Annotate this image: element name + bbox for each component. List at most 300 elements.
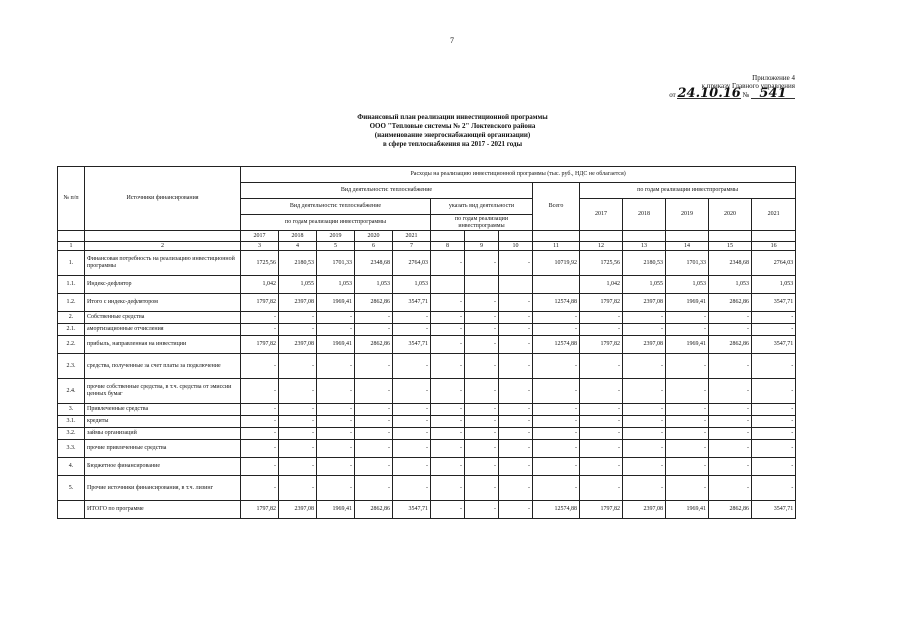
value-cell: -: [355, 416, 393, 428]
value-cell: -: [666, 416, 709, 428]
header-year: 2020: [709, 199, 752, 231]
value-cell: -: [431, 404, 465, 416]
value-cell: -: [623, 354, 666, 379]
value-cell: 3547,71: [393, 501, 431, 519]
row-source-name: прибыль, направленная на инвестиции: [85, 336, 241, 354]
value-cell: -: [709, 379, 752, 404]
value-cell: -: [279, 440, 317, 458]
value-cell: -: [241, 476, 279, 501]
value-cell: -: [241, 312, 279, 324]
value-cell: -: [465, 324, 499, 336]
value-cell: 1,042: [241, 276, 279, 294]
value-cell: -: [393, 440, 431, 458]
header-activity: Вид деятельности: теплоснабжение: [241, 183, 533, 199]
value-cell: -: [752, 379, 796, 404]
row-number: 2.3.: [58, 354, 85, 379]
appendix-title: Приложение 4: [752, 74, 795, 82]
value-cell: -: [580, 312, 623, 324]
header-blank: [709, 231, 752, 242]
value-cell: 1701,33: [317, 251, 355, 276]
value-cell: 12574,88: [533, 336, 580, 354]
column-number: 2: [85, 242, 241, 251]
row-source-name: Итого с индекс-дефлятором: [85, 294, 241, 312]
value-cell: -: [533, 476, 580, 501]
value-cell: -: [752, 440, 796, 458]
value-cell: -: [709, 476, 752, 501]
table-row: [58, 354, 796, 379]
value-cell: -: [752, 476, 796, 501]
value-cell: 1797,82: [580, 294, 623, 312]
value-cell: -: [393, 324, 431, 336]
value-cell: -: [317, 440, 355, 458]
value-cell: -: [465, 476, 499, 501]
row-number: 1.1.: [58, 276, 85, 294]
column-number: 12: [580, 242, 623, 251]
value-cell: -: [465, 428, 499, 440]
row-number: 5.: [58, 476, 85, 501]
value-cell: -: [752, 428, 796, 440]
value-cell: -: [666, 312, 709, 324]
value-cell: -: [431, 251, 465, 276]
value-cell: -: [355, 354, 393, 379]
number-prefix: №: [742, 91, 750, 99]
value-cell: -: [499, 416, 533, 428]
value-cell: -: [465, 458, 499, 476]
column-number: 9: [465, 242, 499, 251]
value-cell: -: [623, 416, 666, 428]
value-cell: -: [241, 458, 279, 476]
value-cell: -: [431, 501, 465, 519]
value-cell: -: [533, 354, 580, 379]
row-number: 1.: [58, 251, 85, 276]
row-number: 3.2.: [58, 428, 85, 440]
value-cell: -: [465, 379, 499, 404]
table-row: [58, 440, 796, 458]
value-cell: 1969,41: [666, 336, 709, 354]
value-cell: -: [623, 440, 666, 458]
value-cell: 2348,68: [709, 251, 752, 276]
value-cell: 1701,33: [666, 251, 709, 276]
value-cell: -: [580, 458, 623, 476]
table-row: [58, 336, 796, 354]
row-number: 2.: [58, 312, 85, 324]
value-cell: -: [623, 458, 666, 476]
header-activity-ts: Вид деятельности: теплоснабжение: [241, 199, 431, 215]
value-cell: -: [465, 251, 499, 276]
value-cell: -: [393, 379, 431, 404]
table-row: [58, 251, 796, 276]
value-cell: -: [499, 312, 533, 324]
value-cell: -: [279, 324, 317, 336]
value-cell: -: [355, 324, 393, 336]
header-num: № п/п: [58, 167, 85, 231]
value-cell: -: [465, 416, 499, 428]
value-cell: 1797,82: [241, 501, 279, 519]
value-cell: -: [709, 428, 752, 440]
header-total: Всего: [533, 183, 580, 231]
header-blank: [533, 231, 580, 242]
value-cell: 2862,86: [355, 294, 393, 312]
value-cell: 1,053: [752, 276, 796, 294]
row-source-name: прочие собственные средства, в т.ч. средства от эмиссии ценных бумаг: [85, 379, 241, 404]
value-cell: -: [279, 458, 317, 476]
table-row: [58, 501, 796, 519]
value-cell: 1,053: [393, 276, 431, 294]
header-year: 2018: [623, 199, 666, 231]
value-cell: -: [241, 440, 279, 458]
value-cell: -: [355, 404, 393, 416]
value-cell: -: [393, 458, 431, 476]
column-number: 7: [393, 242, 431, 251]
value-cell: -: [666, 354, 709, 379]
header-blank: [499, 231, 533, 242]
value-cell: -: [317, 416, 355, 428]
value-cell: -: [533, 458, 580, 476]
row-source-name: Привлеченные средства: [85, 404, 241, 416]
value-cell: 1969,41: [317, 294, 355, 312]
row-source-name: Индекс-дефлятор: [85, 276, 241, 294]
row-number: 2.2.: [58, 336, 85, 354]
value-cell: -: [623, 312, 666, 324]
value-cell: -: [279, 416, 317, 428]
title-line-4: в сфере теплоснабжения на 2017 - 2021 годы: [382, 140, 523, 148]
value-cell: 2180,53: [279, 251, 317, 276]
header-year: 2020: [355, 231, 393, 242]
value-cell: -: [431, 428, 465, 440]
value-cell: -: [465, 312, 499, 324]
value-cell: 12574,88: [533, 501, 580, 519]
column-number: 15: [709, 242, 752, 251]
value-cell: 2862,86: [709, 294, 752, 312]
header-year: 2021: [393, 231, 431, 242]
value-cell: -: [431, 458, 465, 476]
value-cell: -: [499, 440, 533, 458]
value-cell: -: [533, 312, 580, 324]
table-row: [58, 379, 796, 404]
value-cell: -: [355, 312, 393, 324]
table-row: [58, 312, 796, 324]
value-cell: 2764,03: [393, 251, 431, 276]
header-blank: [623, 231, 666, 242]
value-cell: 2397,08: [279, 336, 317, 354]
value-cell: -: [279, 312, 317, 324]
value-cell: -: [623, 379, 666, 404]
value-cell: -: [499, 404, 533, 416]
header-year: 2019: [317, 231, 355, 242]
value-cell: 1725,56: [580, 251, 623, 276]
value-cell: -: [317, 428, 355, 440]
value-cell: -: [709, 324, 752, 336]
header-blank: [58, 231, 85, 242]
value-cell: -: [580, 379, 623, 404]
value-cell: -: [431, 294, 465, 312]
value-cell: -: [317, 404, 355, 416]
value-cell: -: [580, 354, 623, 379]
value-cell: 1,053: [666, 276, 709, 294]
value-cell: -: [499, 251, 533, 276]
value-cell: -: [499, 458, 533, 476]
header-year: 2019: [666, 199, 709, 231]
row-number: 2.1.: [58, 324, 85, 336]
row-number: 3.1.: [58, 416, 85, 428]
financial-plan-table: [57, 166, 796, 519]
header-year: 2021: [752, 199, 796, 231]
value-cell: -: [533, 416, 580, 428]
value-cell: -: [580, 324, 623, 336]
value-cell: 1969,41: [666, 294, 709, 312]
value-cell: 1969,41: [317, 336, 355, 354]
value-cell: -: [533, 404, 580, 416]
value-cell: -: [709, 404, 752, 416]
value-cell: -: [499, 379, 533, 404]
header-blank: [85, 231, 241, 242]
header-year: 2017: [580, 199, 623, 231]
table-row: [58, 276, 796, 294]
value-cell: -: [752, 416, 796, 428]
handwritten-date: 24.10.16: [677, 86, 741, 101]
header-by-years-prog: по годам реализации инвестпрограммы: [241, 215, 431, 231]
value-cell: -: [465, 501, 499, 519]
row-source-name: займы организаций: [85, 428, 241, 440]
value-cell: -: [317, 379, 355, 404]
value-cell: -: [279, 428, 317, 440]
value-cell: 2862,86: [709, 501, 752, 519]
row-number: 4.: [58, 458, 85, 476]
value-cell: -: [580, 476, 623, 501]
value-cell: -: [623, 324, 666, 336]
header-source: Источники финансирования: [85, 167, 241, 231]
value-cell: 2397,08: [279, 294, 317, 312]
value-cell: 1,055: [279, 276, 317, 294]
column-number: 11: [533, 242, 580, 251]
value-cell: -: [465, 336, 499, 354]
appendix-block: [669, 74, 795, 99]
title-line-3: (наименование энергоснабжающей организации): [374, 131, 531, 139]
table-row: [58, 324, 796, 336]
header-by-years: по годам реализации инвестпрограммы: [580, 183, 796, 199]
header-by-years-sub: по годам реализации инвестпрограммы: [431, 215, 533, 231]
value-cell: -: [666, 324, 709, 336]
value-cell: -: [241, 428, 279, 440]
value-cell: -: [580, 440, 623, 458]
value-cell: 1725,56: [241, 251, 279, 276]
row-number: 1.2.: [58, 294, 85, 312]
value-cell: 1,042: [580, 276, 623, 294]
value-cell: -: [752, 404, 796, 416]
header-specify: указать вид деятельности: [431, 199, 533, 215]
row-source-name: прочие привлеченные средства: [85, 440, 241, 458]
table-row: [58, 404, 796, 416]
value-cell: -: [499, 324, 533, 336]
value-cell: -: [431, 354, 465, 379]
value-cell: 2862,86: [709, 336, 752, 354]
value-cell: -: [709, 416, 752, 428]
value-cell: 3547,71: [752, 501, 796, 519]
value-cell: 1797,82: [241, 336, 279, 354]
row-source-name: ИТОГО по программе: [85, 501, 241, 519]
value-cell: 1797,82: [241, 294, 279, 312]
value-cell: 2397,08: [279, 501, 317, 519]
row-source-name: амортизационные отчисления: [85, 324, 241, 336]
header-blank: [666, 231, 709, 242]
table-row: [58, 294, 796, 312]
value-cell: -: [431, 440, 465, 458]
page-number: 7: [450, 36, 454, 45]
value-cell: 1,053: [317, 276, 355, 294]
value-cell: [465, 276, 499, 294]
title-line-2: ООО "Тепловые системы № 2" Локтевского района: [369, 122, 536, 130]
column-number: 14: [666, 242, 709, 251]
value-cell: -: [499, 428, 533, 440]
header-blank: [752, 231, 796, 242]
table-row: [58, 428, 796, 440]
value-cell: -: [241, 416, 279, 428]
value-cell: -: [666, 404, 709, 416]
value-cell: -: [499, 336, 533, 354]
value-cell: -: [666, 428, 709, 440]
value-cell: [499, 276, 533, 294]
value-cell: -: [666, 476, 709, 501]
value-cell: -: [241, 324, 279, 336]
value-cell: -: [752, 354, 796, 379]
row-source-name: кредиты: [85, 416, 241, 428]
value-cell: -: [666, 379, 709, 404]
value-cell: 3547,71: [393, 294, 431, 312]
value-cell: -: [317, 324, 355, 336]
value-cell: -: [709, 458, 752, 476]
row-source-name: Бюджетное финансирование: [85, 458, 241, 476]
value-cell: -: [709, 312, 752, 324]
header-blank: [580, 231, 623, 242]
value-cell: -: [431, 312, 465, 324]
column-number: 4: [279, 242, 317, 251]
column-number: 16: [752, 242, 796, 251]
value-cell: -: [393, 416, 431, 428]
value-cell: -: [431, 336, 465, 354]
value-cell: -: [355, 458, 393, 476]
value-cell: -: [431, 324, 465, 336]
value-cell: -: [241, 354, 279, 379]
header-blank: [431, 231, 465, 242]
value-cell: -: [317, 476, 355, 501]
value-cell: -: [465, 354, 499, 379]
row-source-name: Финансовая потребность на реализацию инвестиционной программы: [85, 251, 241, 276]
value-cell: -: [241, 404, 279, 416]
row-source-name: Прочие источники финансирования, в т.ч. лизинг: [85, 476, 241, 501]
value-cell: -: [465, 294, 499, 312]
value-cell: 12574,88: [533, 294, 580, 312]
column-number: 10: [499, 242, 533, 251]
header-blank: [465, 231, 499, 242]
value-cell: -: [279, 379, 317, 404]
value-cell: 2397,08: [623, 336, 666, 354]
header-expenses: Расходы на реализацию инвестиционной программы (тыс. руб., НДС не облагается): [241, 167, 796, 183]
value-cell: 2348,68: [355, 251, 393, 276]
column-number: 6: [355, 242, 393, 251]
value-cell: -: [580, 428, 623, 440]
value-cell: -: [752, 312, 796, 324]
table-row: [58, 458, 796, 476]
appendix-order: к приказу Главного управления: [701, 82, 795, 90]
value-cell: -: [499, 294, 533, 312]
value-cell: 3547,71: [393, 336, 431, 354]
column-number: 1: [58, 242, 85, 251]
column-number: 5: [317, 242, 355, 251]
value-cell: -: [752, 458, 796, 476]
value-cell: 3547,71: [752, 294, 796, 312]
value-cell: -: [241, 379, 279, 404]
value-cell: -: [666, 440, 709, 458]
value-cell: 1,053: [709, 276, 752, 294]
value-cell: -: [355, 440, 393, 458]
value-cell: -: [533, 324, 580, 336]
value-cell: 2397,08: [623, 294, 666, 312]
column-number: 13: [623, 242, 666, 251]
value-cell: -: [709, 354, 752, 379]
value-cell: 2397,08: [623, 501, 666, 519]
value-cell: -: [431, 416, 465, 428]
value-cell: 2862,86: [355, 336, 393, 354]
table-row: [58, 476, 796, 501]
value-cell: -: [465, 440, 499, 458]
value-cell: -: [431, 379, 465, 404]
value-cell: -: [393, 428, 431, 440]
row-number: [58, 501, 85, 519]
row-source-name: Собственные средства: [85, 312, 241, 324]
header-year: 2018: [279, 231, 317, 242]
value-cell: -: [317, 458, 355, 476]
value-cell: -: [666, 458, 709, 476]
value-cell: -: [393, 476, 431, 501]
handwritten-number: 541: [751, 90, 795, 99]
value-cell: 1,053: [355, 276, 393, 294]
value-cell: -: [533, 379, 580, 404]
value-cell: -: [355, 476, 393, 501]
value-cell: 1969,41: [317, 501, 355, 519]
value-cell: -: [499, 501, 533, 519]
value-cell: 2764,03: [752, 251, 796, 276]
value-cell: -: [393, 312, 431, 324]
value-cell: -: [623, 428, 666, 440]
header-year: 2017: [241, 231, 279, 242]
value-cell: -: [499, 476, 533, 501]
row-number: 3.: [58, 404, 85, 416]
value-cell: -: [580, 404, 623, 416]
value-cell: 1,055: [623, 276, 666, 294]
column-number: 8: [431, 242, 465, 251]
value-cell: [431, 276, 465, 294]
table-row: [58, 416, 796, 428]
value-cell: -: [533, 428, 580, 440]
value-cell: 2862,86: [355, 501, 393, 519]
value-cell: -: [431, 476, 465, 501]
value-cell: -: [355, 379, 393, 404]
value-cell: -: [533, 440, 580, 458]
value-cell: -: [465, 404, 499, 416]
value-cell: -: [393, 354, 431, 379]
value-cell: 1797,82: [580, 501, 623, 519]
value-cell: -: [752, 324, 796, 336]
column-numbers-row: [58, 242, 796, 251]
row-number: 3.3.: [58, 440, 85, 458]
value-cell: -: [393, 404, 431, 416]
value-cell: -: [580, 416, 623, 428]
value-cell: -: [355, 428, 393, 440]
value-cell: [533, 276, 580, 294]
row-number: 2.4.: [58, 379, 85, 404]
row-source-name: средства, полученные за счет платы за подключение: [85, 354, 241, 379]
value-cell: 3547,71: [752, 336, 796, 354]
